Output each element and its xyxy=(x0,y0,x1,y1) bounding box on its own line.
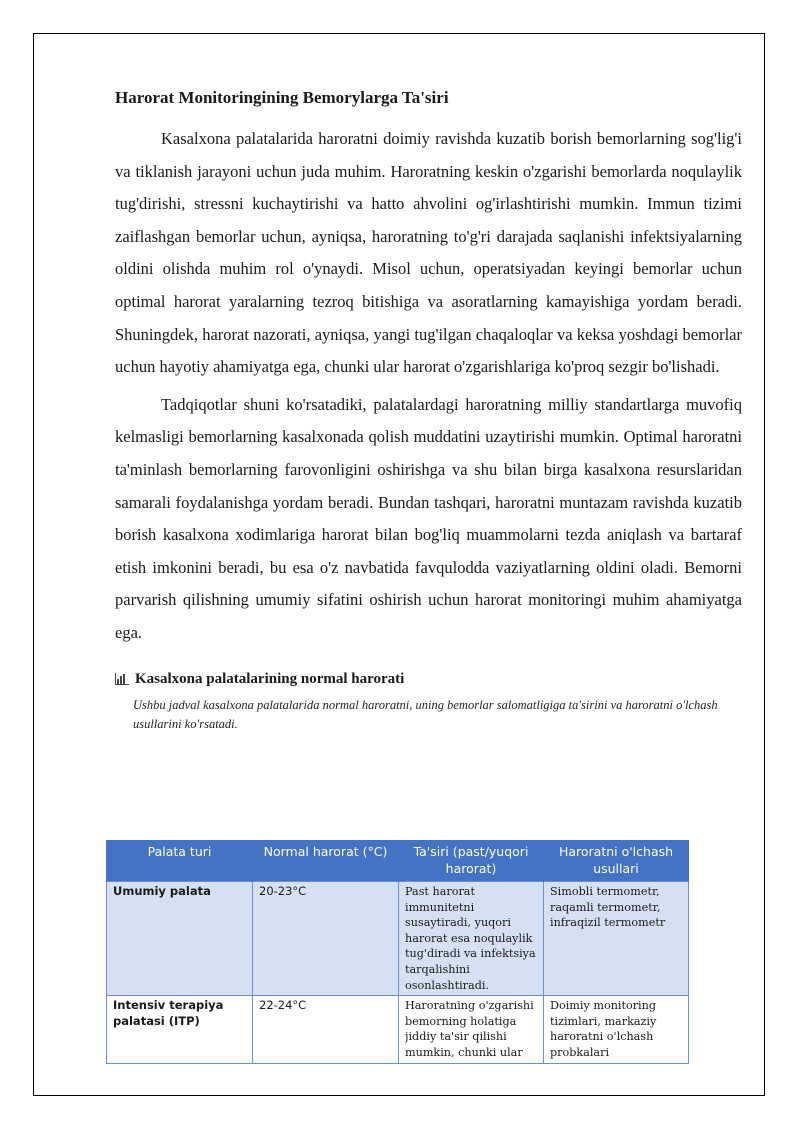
cell-methods: Simobli termometr, raqamli termometr, infraqizil termometr xyxy=(544,882,689,996)
header-normal-temp: Normal harorat (°C) xyxy=(253,840,399,882)
temperature-table xyxy=(106,840,689,1064)
cell-effect-text: Haroratning o'zgarishi bemorning holatiga jiddiy ta'sir qilishi mumkin, chunki ular xyxy=(405,999,534,1059)
paragraph-2: Tadqiqotlar shuni ko'rsatadiki, palatalardagi haroratning milliy standartlarga muvofiq kelmasligi bemorlarning kasalxonada qolish muddatini uzaytirishi mumkin. Optimal haroratni ta'minlash bemorlarning farovonligini oshirishga va shu bilan birga kasalxona resurslaridan samarali foydalanishga yordam beradi. Bundan tashqari, haroratni muntazam ravishda kuzatib borish kasalxona xodimlariga harorat bilan bog'liq muammolarni tezda aniqlash va bartaraf etish imkonini beradi, bu esa o'z navbatida favqulodda vaziyatlarning oldini oladi. Bemorni parvarish qilishning umumiy sifatini oshirish uchun harorat monitoringi muhim ahamiyatga ega. xyxy=(115,394,742,642)
cell-methods: Doimiy monitoring tizimlari, markaziy haroratni o'lchash probkalari xyxy=(544,996,689,1063)
table-title xyxy=(115,669,742,689)
table-title-text: Kasalxona palatalarining normal harorati xyxy=(135,670,405,687)
table-header-row xyxy=(107,840,689,882)
table-caption: Ushbu jadval kasalxona palatalarida normal haroratni, uning bemorlar salomatligiga ta'sirini va haroratni o'lchash usullarini ko'rsatadi. xyxy=(133,697,718,731)
header-methods: Haroratni o'lchash usullari xyxy=(544,840,689,882)
cell-effect: Past harorat immunitetni susaytiradi, yuqori harorat esa noqulaylik tug'diradi va infektsiya tarqalishini osonlashtiradi. xyxy=(399,882,544,996)
cell-normal-temp: 20-23°C xyxy=(253,882,399,996)
bar-chart-icon xyxy=(115,673,129,685)
table-row xyxy=(107,996,689,1063)
table-row xyxy=(107,882,689,996)
paragraph-1: Kasalxona palatalarida haroratni doimiy ravishda kuzatib borish bemorlarning sog'lig'i va tiklanish jarayoni uchun juda muhim. Haroratning keskin o'zgarishi bemorlarda noqulaylik tug'dirishi, stressni kuchaytirishi va hatto ahvolini og'irlashtirishi mumkin. Immun tizimi zaiflashgan bemorlar uchun, ayniqsa, haroratning to'g'ri darajada saqlanishi infektsiyalarning oldini olishda muhim rol o'ynaydi. Misol uchun, operatsiyadan keyingi bemorlar uchun optimal harorat yaralarning tezroq bitishiga va asoratlarning kamayishiga yordam beradi. Shuningdek, harorat nazorati, ayniqsa, yangi tug'ilgan chaqaloqlar va keksa yoshdagi bemorlar uchun hayotiy ahamiyatga ega, chunki ular harorat o'zgarishlariga ko'proq sezgir bo'lishadi. xyxy=(115,129,742,377)
header-effect: Ta'siri (past/yuqori harorat) xyxy=(399,840,544,882)
cell-ward-type: Intensiv terapiya palatasi (ITP) xyxy=(107,996,253,1063)
section-heading: Harorat Monitoringining Bemorylarga Ta'siri xyxy=(115,88,449,107)
cell-normal-temp: 22-24°C xyxy=(253,996,399,1063)
cell-effect xyxy=(399,996,544,1063)
document-body xyxy=(115,86,742,734)
header-ward-type: Palata turi xyxy=(107,840,253,882)
cell-ward-type: Umumiy palata xyxy=(107,882,253,996)
